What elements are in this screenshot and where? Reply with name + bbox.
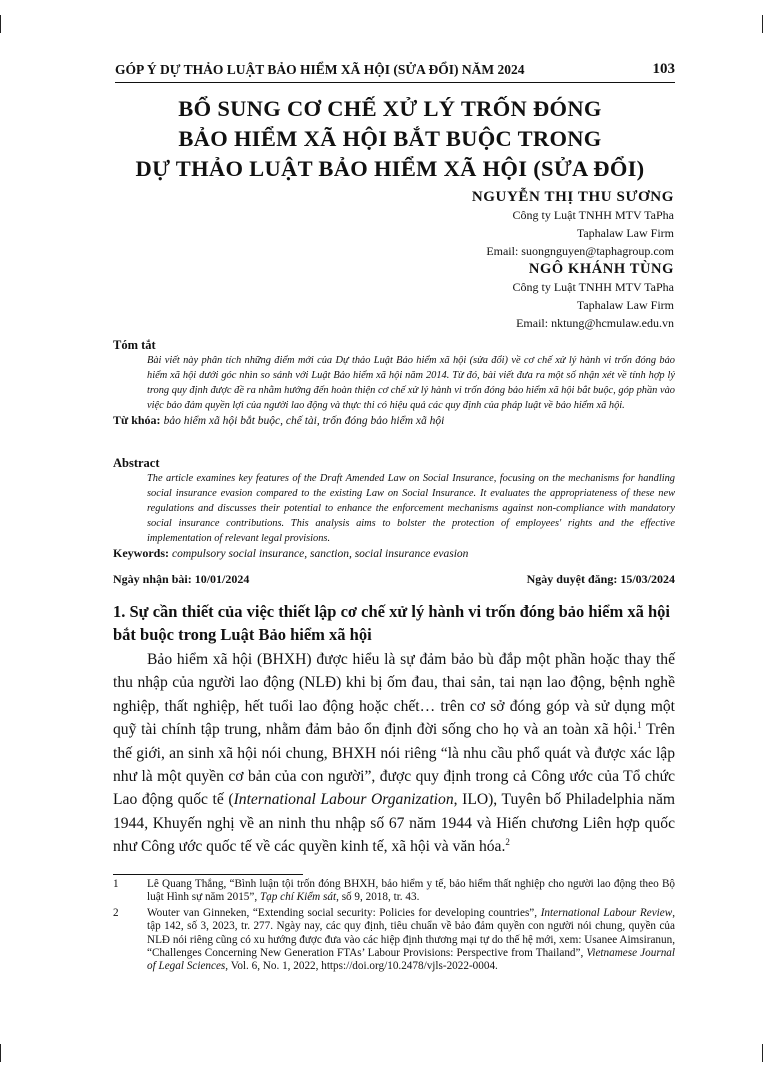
abstract-section: [113, 456, 675, 561]
footnote-divider: [113, 874, 303, 875]
running-title: GÓP Ý DỰ THẢO LUẬT BẢO HIỂM XÃ HỘI (SỬA ĐỔI) NĂM 2024: [115, 62, 525, 77]
footnote-text: Wouter van Ginneken, “Extending social security: Policies for developing countries”,: [147, 906, 541, 919]
date-received: Ngày nhận bài: 10/01/2024: [113, 572, 250, 586]
date-accepted: Ngày duyệt đăng: 15/03/2024: [526, 572, 675, 586]
body-text: Bảo hiểm xã hội (BHXH) được hiểu là sự đảm bảo bù đắp một phần hoặc thay thế thu nhập của người lao động (NLĐ) khi bị ốm đau, thai sản, tai nạn lao động, bệnh nghề nghiệp, thất nghiệp, hết tuổi lao động hoặc chết… trên cơ sở đóng góp và sử dụng một quỹ tài chính tập trung, nhằm đảm bảo ổn định đời sống cho họ và an toàn xã hội.: [113, 651, 675, 739]
keywords-label: Keywords:: [113, 546, 169, 560]
keywords-text: bảo hiểm xã hội bắt buộc, chế tài, trốn đóng bảo hiểm xã hội: [163, 415, 445, 427]
abstract-label: Abstract: [113, 456, 160, 470]
abstract-text: The article examines key features of the Draft Amended Law on Social Insurance, focusing on the mechanisms for handling social insurance evasion compared to the existing Law on Social Insurance. It evaluates the appropriateness of these new regulations and discusses their potential to enhance the enforcement mechanisms against non-compliance with mandatory social insurance contributions. This analysis aims to bolster the protection of employees' rights and the effective implementation of relevant legal provisions.: [147, 473, 675, 544]
crop-mark: [0, 15, 1, 33]
body-text: Trên thế giới, an sinh xã hội nói chung, BHXH nói riêng “là nhu cầu phổ quát và được xác lập như là một quyền cơ bản của con người”, được quy định trong cả Công ước của Tổ chức Lao động quốc tế (: [113, 721, 675, 809]
title-line: BẢO HIỂM XÃ HỘI BẮT BUỘC TRONG: [178, 126, 602, 151]
footnote-text: , tập 142, số 3, 2023, tr. 277. Ngày nay, các quy định, tiêu chuẩn về bảo đảm quyền con người nói chung, quyền của NLĐ nói riêng cũng có xu hướng được đưa vào các hiệp định thương mại tự do thế hệ mới, xem: Usanee Aimsiranun, “Challenges Concerning New Generation FTAs’ Labour Provisions: Perspective from Thailand”,: [147, 906, 675, 960]
body-italic: International Labour Organization: [233, 791, 454, 809]
summary-section: [113, 338, 675, 428]
author-org: Công ty Luật TNHH MTV TaPha: [512, 280, 674, 294]
page-number: 103: [652, 61, 675, 77]
author-email: Email: suongnguyen@taphagroup.com: [486, 244, 674, 258]
footnote-ref[interactable]: 1: [637, 720, 642, 731]
footnote-italic: International Labour Review: [540, 906, 673, 919]
body-text: , ILO), Tuyên bố Philadelphia năm 1944, Khuyến nghị về an ninh thu nhập số 67 năm 1944 và Hiến chương Liên hợp quốc như Công ước quốc tế về các quyền kinh tế, xã hội và văn hóa.: [113, 791, 675, 856]
summary-label: Tóm tắt: [113, 338, 156, 352]
summary-keywords: [113, 413, 675, 428]
footnote-text: , Vol. 6, No. 1, 2022, https://doi.org/10.2478/vjls-2022-0004.: [225, 960, 498, 973]
footnotes: [113, 878, 675, 976]
title-line: DỰ THẢO LUẬT BẢO HIỂM XÃ HỘI (SỬA ĐỔI): [135, 156, 645, 181]
article-title: [100, 94, 680, 184]
keywords-text: compulsory social insurance, sanction, social insurance evasion: [172, 548, 469, 560]
keywords-label: Từ khóa:: [113, 413, 161, 427]
footnote-number: 1: [113, 878, 119, 890]
footnote-number: 2: [113, 906, 119, 919]
footnote: [113, 878, 675, 905]
footnote-italic: Vietnamese Journal of Legal Sciences: [147, 947, 675, 973]
footnote: [113, 907, 675, 974]
footnote-text: Lê Quang Thắng, “Bình luận tội trốn đóng BHXH, bảo hiểm y tế, bảo hiểm thất nghiệp cho người lao động theo Bộ luật Hình sự năm 2015”,: [147, 878, 675, 904]
author-name: NGUYỄN THỊ THU SƯƠNG: [471, 189, 674, 205]
author-org: Công ty Luật TNHH MTV TaPha: [512, 208, 674, 222]
abstract-keywords: [113, 546, 675, 561]
footnote-italic: Tạp chí Kiểm sát: [259, 891, 337, 904]
author-org-en: Taphalaw Law Firm: [576, 226, 674, 240]
crop-mark: [0, 1044, 1, 1062]
body-paragraph: [113, 648, 675, 859]
author-email: Email: nktung@hcmulaw.edu.vn: [516, 316, 674, 330]
footnote-text: , số 9, 2018, tr. 43.: [336, 891, 420, 904]
summary-text: Bài viết này phân tích những điểm mới của Dự thảo Luật Bảo hiểm xã hội (sửa đổi) về cơ chế xử lý hành vi trốn đóng bảo hiểm xã hội dưới góc nhìn so sánh với Luật Bảo hiểm xã hội năm 2014. Từ đó, bài viết đưa ra một số nhận xét về tính hợp lý trong quy định được đề ra nhằm hướng đến hoàn thiện cơ chế xử lý hành vi trốn đóng bảo hiểm xã hội bắt buộc, góp phần vào việc bảo đảm quyền lợi của người lao động và thực thi có hiệu quả các quy định của pháp luật về bảo hiểm xã hội.: [147, 355, 675, 411]
running-header: [115, 60, 675, 83]
author-name: NGÔ KHÁNH TÙNG: [528, 261, 674, 277]
section-heading: 1. Sự cần thiết của việc thiết lập cơ chế xử lý hành vi trốn đóng bảo hiểm xã hội bắt buộc trong Luật Bảo hiểm xã hội: [113, 602, 670, 644]
dates-row: [113, 572, 675, 587]
title-line: BỔ SUNG CƠ CHẾ XỬ LÝ TRỐN ĐÓNG: [178, 96, 602, 121]
author-org-en: Taphalaw Law Firm: [576, 298, 674, 312]
footnote-ref[interactable]: 2: [505, 837, 510, 848]
author-block: [274, 188, 674, 332]
